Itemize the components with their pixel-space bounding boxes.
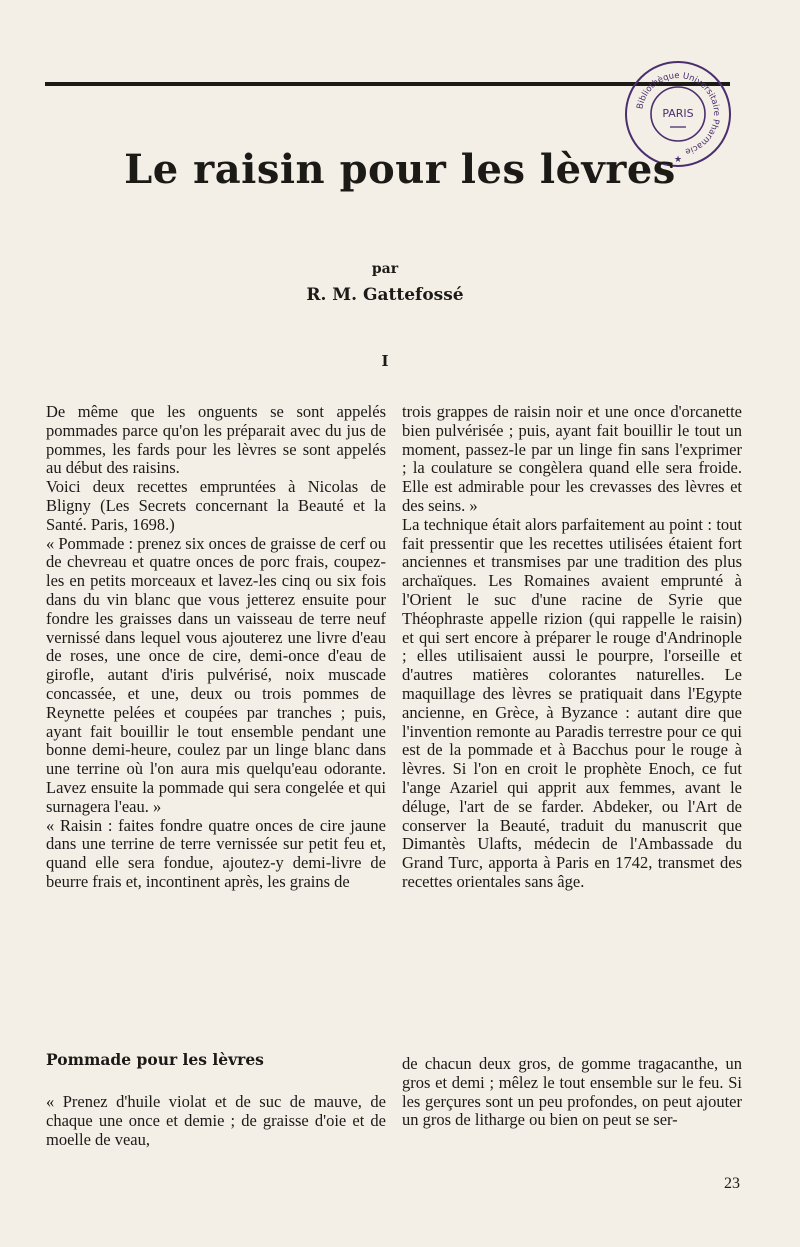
lower-right-column (402, 1055, 742, 1130)
section-numeral: I (381, 352, 389, 370)
paragraph: Voici deux recettes empruntées à Nicolas de Bligny (Les Secrets concernant la Beauté et la Santé. Paris, 1698.) (46, 477, 386, 534)
paragraph: « Raisin : faites fondre quatre onces de cire jaune dans une terrine de terre vernissée sur petit feu et, quand elle sera fondue, ajoutez-y demi-livre de beurre frais et, incontinent après, les grains de (46, 815, 386, 891)
lower-left-column (46, 1093, 386, 1149)
page-number: 23 (724, 1175, 740, 1192)
author-name: R. M. Gattefossé (306, 285, 464, 305)
upper-right-column (402, 403, 742, 892)
byline: par (371, 261, 399, 277)
stamp-ring-text: Bibliothèque Universitaire Pharmacie (635, 70, 722, 157)
paragraph: « Pommade : prenez six onces de graisse de cerf ou de chevreau et quatre onces de porc frais, coupez-les en petits morceaux et lavez-les cinq ou six fois dans du vin blanc que vous jetterez ensuite pour fondre les graisses dans un vaisseau de terre neuf vernissé dans lequel vous ajouterez une livre d'eau de roses, une once de cire, demi-once d'eau de girofle, autant d'iris pulvérisé, noix muscade concassée, et une, deux ou trois pommes de Reynette pelées et coupées par tranches ; puis, ayant fait bouillir le tout ensemble pendant une bonne demi-heure, coulez par un linge blanc dans une terrine où l'on aura mis quelqu'eau odorante. Lavez ensuite la pommade qui sera congelée et qui surnagera l'eau. » (46, 533, 386, 816)
paragraph: « Prenez d'huile violat et de suc de mauve, de chaque une once et demie ; de graisse d'oie et de moelle de veau, (46, 1092, 386, 1149)
svg-text:★: ★ (673, 154, 683, 164)
section-heading: Pommade pour les lèvres (46, 1050, 264, 1069)
paragraph: de chacun deux gros, de gomme tragacanthe, un gros et demi ; mêlez le tout ensemble sur le feu. Si les gerçures sont un peu profondes, on peut ajouter un gros de litharge ou bien on peut se ser- (402, 1054, 742, 1130)
article-title: Le raisin pour les lèvres (124, 146, 676, 193)
paragraph: trois grappes de raisin noir et une once d'orcanette bien pulvérisée ; puis, ayant fait bouillir le tout un moment, passez-le par un linge fin sans l'exprimer ; la coulature se congèlera quand elle sera froide. Elle est admirable pour les crevasses des lèvres et des seins. » (402, 402, 742, 515)
paragraph: De même que les onguents se sont appelés pommades parce qu'on les préparait avec du jus de pommes, les fards pour les lèvres se sont appelés au début des raisins. (46, 402, 386, 478)
paragraph: La technique était alors parfaitement au point : tout fait pressentir que les recettes utilisées étaient fort anciennes et transmises par une tradition des plus archaïques. Les Romaines avaient emprunté à l'Orient le suc d'une racine de Syrie que Théophraste appelle rizion (qui rappelle le raisin) et qui sert encore à préparer le rouge d'Andrinople ; elles utilisaient aussi le pourpre, l'orseille et d'autres matières colorantes naturelles. Le maquillage des lèvres se pratiquait dans l'Egypte ancienne, en Grèce, à Byzance : autant dire que l'invention remonte au Paradis terrestre pour ce qui est de la pommade et à Bacchus pour le rouge à lèvres. Si l'on en croit le prophète Enoch, ce fut l'ange Azariel qui apprit aux femmes, avant le déluge, l'art de se farder. Abdeker, ou l'Art de conserver la Beauté, traduit du manuscrit que Dimantès Ulafts, médecin de l'Ambassade du Grand Turc, apporta à Paris en 1742, transmet des recettes orientales sans âge. (402, 514, 742, 891)
upper-left-column (46, 403, 386, 892)
stamp-city: PARIS (662, 107, 694, 120)
